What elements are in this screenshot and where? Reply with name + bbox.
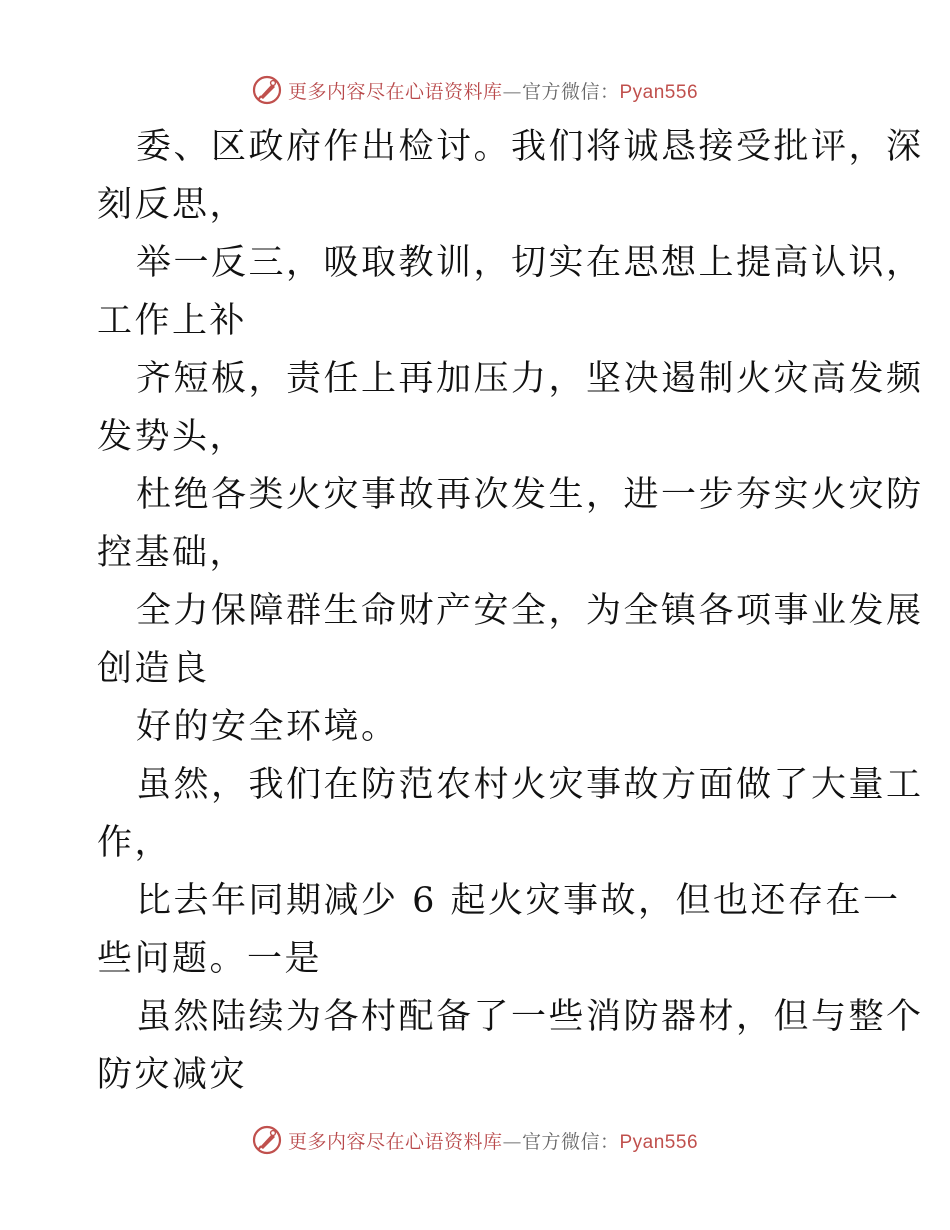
text-line: 委、区政府作出检讨。我们将诚恳接受批评，深 [136,127,924,167]
footer-watermark-banner [0,1120,950,1160]
header-banner-wechat-label: 官方微信： [521,80,620,103]
quill-pen-logo-icon [252,1125,282,1155]
text-line: 发势头， [97,417,248,457]
text-line: 全力保障群生命财产安全，为全镇各项事业发展 [136,591,924,631]
text-line: 作， [97,823,173,863]
text-line: 工作上补 [97,301,248,341]
text-line: 防灾减灾 [97,1055,248,1095]
text-line: 举一反三，吸取教训，切实在思想上提高认识， [136,243,924,283]
footer-banner-wechat-id: Pyan556 [619,1131,699,1153]
text-line: 创造良 [97,649,210,689]
footer-banner-main: 更多内容尽在心语资料库 [287,1130,503,1153]
header-banner-wechat-id: Pyan556 [619,81,699,103]
footer-banner-wechat-label: 官方微信： [521,1130,620,1153]
header-banner-dash: — [502,80,522,103]
text-line: 虽然，我们在防范农村火灾事故方面做了大量工 [136,765,924,805]
footer-banner-dash: — [502,1130,522,1153]
text-line: 好的安全环境。 [136,707,399,747]
header-banner-text [288,77,698,104]
document-body [97,118,924,1104]
text-line: 比去年同期减少 6 起火灾事故，但也还存在一 [136,881,901,921]
text-line: 刻反思， [97,185,248,225]
text-line: 控基础， [97,533,248,573]
quill-pen-logo-icon [252,75,282,105]
text-line: 虽然陆续为各村配备了一些消防器材，但与整个 [136,997,924,1037]
text-line: 些问题。一是 [97,939,323,979]
text-line: 杜绝各类火灾事故再次发生，进一步夯实火灾防 [136,475,924,515]
footer-banner-text [288,1127,698,1154]
header-watermark-banner [0,70,950,110]
header-banner-main: 更多内容尽在心语资料库 [287,80,503,103]
text-line: 齐短板，责任上再加压力，坚决遏制火灾高发频 [136,359,924,399]
